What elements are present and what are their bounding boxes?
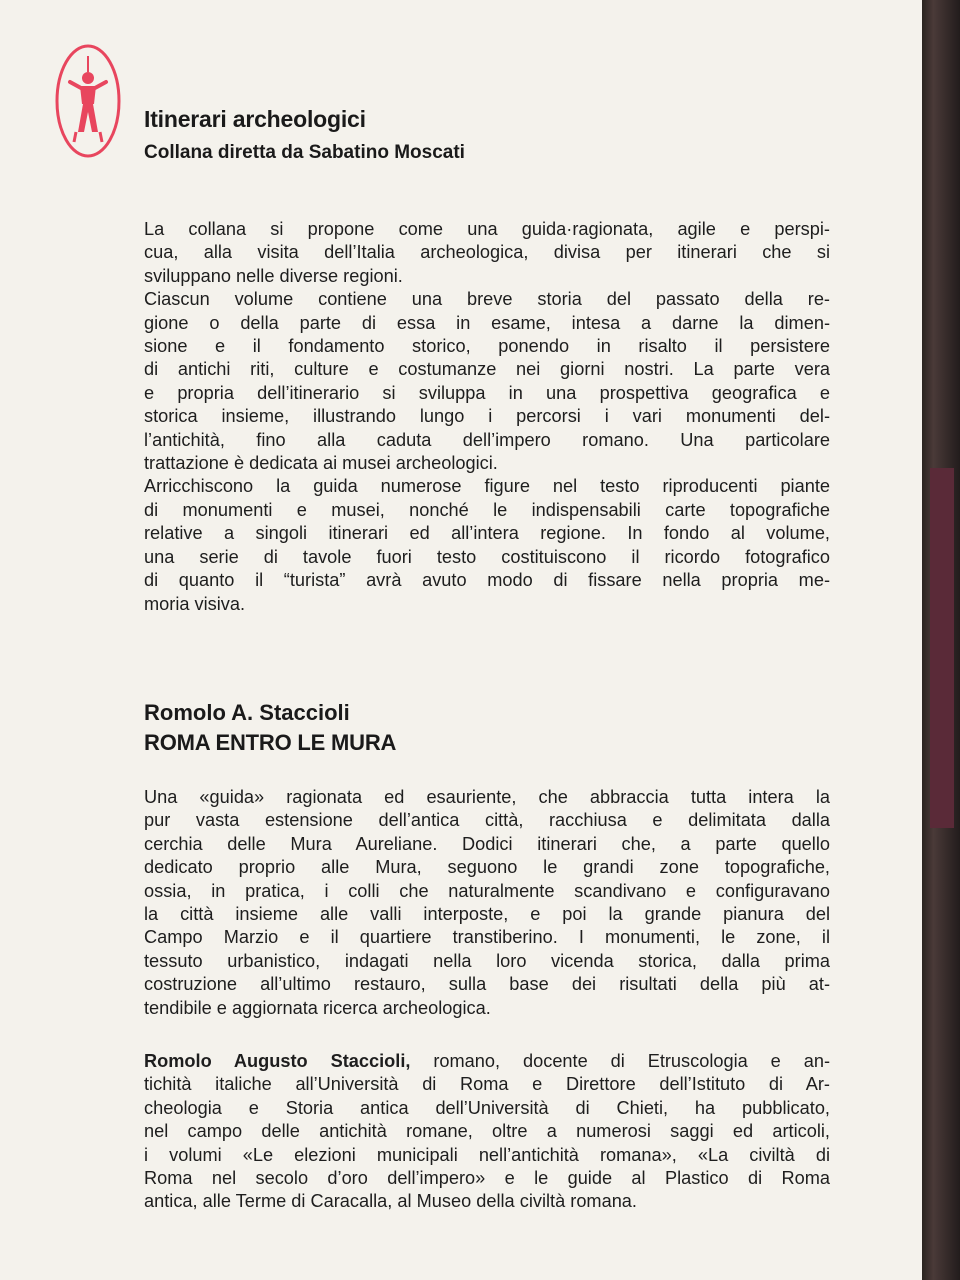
intro-line: moria visiva. xyxy=(144,593,246,614)
description-line: Una «guida» ragionata ed esauriente, che abbraccia tutta intera la xyxy=(144,787,830,807)
intro-line: cua, alla visita dell’Italia archeologica, divisa per itinerari che si xyxy=(144,242,830,263)
spine-mark xyxy=(930,468,954,828)
intro-line: La collana si propone come una guida·ragionata, agile e perspi- xyxy=(144,219,830,239)
intro-line: Arricchiscono la guida numerose figure nel testo riproducenti piante xyxy=(144,476,830,497)
bio-line: i volumi «Le elezioni municipali nell’antichità romana», «La civiltà di xyxy=(144,1144,830,1165)
intro-line: una serie di tavole fuori testo costituiscono il ricordo fotografico xyxy=(144,546,830,567)
description-line: tendibile e aggiornata ricerca archeologica. xyxy=(144,997,491,1018)
description-line: dedicato proprio alle Mura, seguono le grandi zone topografiche, xyxy=(144,857,830,878)
bio-line: nel campo delle antichità romane, oltre a numerosi saggi ed articoli, xyxy=(144,1121,830,1142)
series-title: Itinerari archeologici xyxy=(144,106,366,132)
description-line: ossia, in pratica, i colli che naturalmente scandivano e configuravano xyxy=(144,880,830,901)
bio-line: antica, alle Terme di Caracalla, al Museo della civiltà romana. xyxy=(144,1191,637,1212)
intro-line: gione o della parte di essa in esame, intesa a darne la dimen- xyxy=(144,312,830,333)
book-author: Romolo A. Staccioli xyxy=(144,700,350,725)
book-spine-edge xyxy=(922,0,960,1280)
intro-line: sione e il fondamento storico, ponendo in risalto il persistere xyxy=(144,336,830,357)
bio-line: cheologia e Storia antica dell’Università di Chieti, ha pubblicato, xyxy=(144,1097,830,1118)
book-description xyxy=(144,786,830,1020)
intro-line: e propria dell’itinerario si sviluppa in una prospettiva geografica e xyxy=(144,382,830,403)
book-title: ROMA ENTRO LE MURA xyxy=(144,730,397,755)
description-line: pur vasta estensione dell’antica città, racchiusa e delimitata dalla xyxy=(144,810,830,831)
intro-line: di quanto il “turista” avrà avuto modo di fissare nella propria me- xyxy=(144,570,830,591)
description-line: costruzione all’ultimo restauro, sulla base dei risultati della più at- xyxy=(144,974,830,995)
bio-line: tichità italiche all’Università di Roma e Direttore dell’Istituto di Ar- xyxy=(144,1074,830,1095)
bio-author-name: Romolo Augusto Staccioli, xyxy=(144,1051,411,1071)
intro-line: storica insieme, illustrando lungo i percorsi i vari monumenti del- xyxy=(144,406,830,427)
bio-first-line-rest: romano, docente di Etruscologia e an- xyxy=(433,1051,830,1071)
intro-line: sviluppano nelle diverse regioni. xyxy=(144,265,403,286)
description-line: cerchia delle Mura Aureliane. Dodici itinerari che, a parte quello xyxy=(144,833,830,854)
intro-line: l’antichità, fino alla caduta dell’impero romano. Una particolare xyxy=(144,429,830,450)
intro-line: di antichi riti, culture e costumanze nei giorni nostri. La parte vera xyxy=(144,359,830,380)
bio-line xyxy=(144,1050,830,1073)
intro-line: trattazione è dedicata ai musei archeologici. xyxy=(144,453,498,474)
intro-line: Ciascun volume contiene una breve storia del passato della re- xyxy=(144,289,830,310)
series-description xyxy=(144,218,830,616)
description-line: la città insieme alle valli interposte, e poi la grande pianura del xyxy=(144,904,830,925)
description-line: tessuto urbanistico, indagati nella loro vicenda storica, dalla prima xyxy=(144,950,830,971)
dancing-figure-logo-icon xyxy=(52,42,124,160)
series-editor: Collana diretta da Sabatino Moscati xyxy=(144,142,465,163)
author-bio xyxy=(144,1050,830,1214)
description-line: Campo Marzio e il quartiere transtiberino. I monumenti, le zone, il xyxy=(144,927,830,948)
bio-line: Roma nel secolo d’oro dell’impero» e le guide al Plastico di Roma xyxy=(144,1168,830,1189)
intro-line: di monumenti e musei, nonché le indispensabili carte topografiche xyxy=(144,499,830,520)
intro-line: relative a singoli itinerari ed all’intera regione. In fondo al volume, xyxy=(144,523,830,544)
